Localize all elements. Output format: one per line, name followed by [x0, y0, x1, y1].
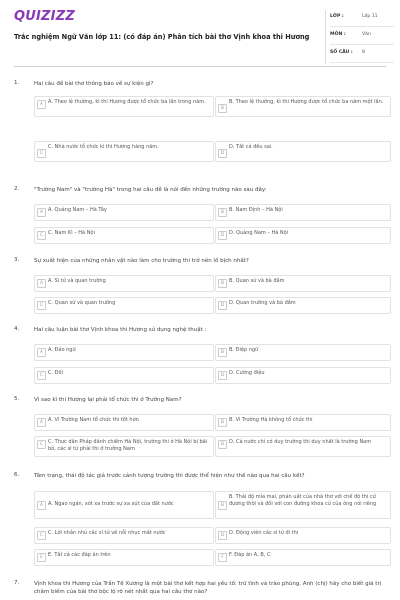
option-c[interactable] [34, 367, 214, 384]
option-letter: D [218, 440, 227, 449]
page-title: Trắc nghiệm Ngữ Văn lớp 11: (có đáp án) Phân tích bài thơ Vịnh khoa thi Hương [14, 33, 310, 41]
option-b[interactable] [215, 344, 391, 361]
option-letter: D [218, 301, 227, 310]
option-letter: D [218, 531, 227, 540]
option-a[interactable] [34, 491, 214, 519]
option-letter: D [218, 231, 227, 240]
option-letter: B [218, 348, 227, 357]
option-letter: E [37, 553, 46, 562]
quizizz-logo: QUIZIZZ [14, 9, 75, 24]
option-letter: A [37, 100, 46, 109]
option-e[interactable] [34, 549, 214, 566]
option-letter: D [218, 371, 227, 380]
question-number: 4. [14, 326, 20, 332]
count-value: 8 [362, 50, 365, 55]
question-text: Tâm trạng, thái độ tác giả trước cảnh tượng trường thi được thể hiện như thế nào qua hai câu kết? [34, 473, 305, 479]
option-d[interactable] [215, 367, 391, 384]
question-text: Vịnh khoa thi Hương của Trần Tế Xương là một bài thơ kết hợp hai yếu tố: trữ tình và trào phúng. Anh (chị) hãy cho biết giá trị châm biếm của bài thơ bộc lộ rõ nét nhất qua hai câu thơ nào? [34, 581, 382, 595]
option-letter: A [37, 208, 46, 217]
subject-value: Văn [362, 32, 371, 37]
option-letter: B [218, 104, 227, 113]
class-row [330, 10, 394, 27]
option-text: C. Thực dân Pháp đánh chiếm Hà Nội, trường thi ở Hà Nội bị bãi bỏ, các sĩ tử phải thi ở trường Nam [48, 439, 208, 452]
question-number: 6. [14, 472, 20, 478]
option-c[interactable] [34, 436, 214, 457]
header-divider [14, 66, 386, 67]
option-d[interactable] [215, 141, 391, 162]
option-letter: C [37, 231, 46, 240]
option-d[interactable] [215, 527, 391, 544]
option-b[interactable] [215, 275, 391, 292]
option-letter: D [218, 149, 227, 158]
option-letter: B [218, 501, 227, 510]
question-number: 1. [14, 80, 20, 86]
option-text: C. Nam Kì – Hà Nội [48, 230, 95, 236]
option-letter: A [37, 418, 46, 427]
question-text: Hai câu đề bài thơ thông báo về sự kiện gì? [34, 81, 154, 87]
option-letter: A [37, 279, 46, 288]
option-b[interactable] [215, 414, 391, 431]
option-c[interactable] [34, 227, 214, 244]
option-letter: B [218, 279, 227, 288]
option-c[interactable] [34, 297, 214, 314]
question-text: Hai câu luận bài thơ Vịnh khoa thi Hương sử dụng nghệ thuật : [34, 327, 207, 333]
option-text: C. Lời nhắn nhủ các sĩ tử về nỗi nhục mất nước [48, 530, 166, 536]
option-text: A. Đảo ngữ [48, 347, 76, 353]
option-text: C. Đối [48, 370, 63, 376]
option-d[interactable] [215, 297, 391, 314]
option-text: D. Quảng Nam – Hà Nội [229, 230, 289, 236]
option-text: B. Điệp ngữ [229, 347, 259, 353]
question-number: 2. [14, 186, 20, 192]
option-text: D. Quan trường và bà đầm [229, 300, 296, 306]
option-text: D. Cường điệu [229, 370, 265, 376]
option-text: B. Thái độ mỉa mai, phản uất của nhà thơ với chế độ thi cử đương thời và đối với con đường khoa cử của ông nói riêng [229, 494, 377, 507]
option-d[interactable] [215, 227, 391, 244]
option-letter: B [218, 208, 227, 217]
count-row [330, 46, 394, 63]
question-number: 5. [14, 396, 20, 402]
option-text: A. Quảng Nam – Hà Tây [48, 207, 107, 213]
question-text: "Trường Nam" và "trường Hà" trong hai câu đề là nói đến những trường nào sau đây: [34, 187, 267, 193]
option-letter: A [37, 501, 46, 510]
subject-label: MÔN : [330, 32, 346, 37]
option-d[interactable] [215, 436, 391, 457]
option-text: B. Quan sứ và bà đầm [229, 278, 285, 284]
option-text: A. Theo lệ thường, kì thi Hương được tổ chức ba lần trong năm. [48, 99, 206, 105]
option-text: F. Đáp án A, B, C [229, 552, 271, 558]
option-letter: C [37, 149, 46, 158]
option-c[interactable] [34, 527, 214, 544]
option-letter: B [218, 418, 227, 427]
option-letter: C [37, 440, 46, 449]
option-letter: C [37, 371, 46, 380]
option-letter: C [37, 531, 46, 540]
option-b[interactable] [215, 96, 391, 117]
option-text: D. Động viên các sĩ tử đi thi [229, 530, 299, 536]
option-text: A. Sĩ tử và quan trường [48, 278, 106, 284]
count-label: SỐ CÂU : [330, 50, 353, 55]
option-text: D. Cả nước chỉ có duy trường thi duy nhất là trường Nam [229, 439, 372, 445]
option-text: A. Vì Trường Nam tổ chức thi tốt hơn [48, 417, 139, 423]
option-f[interactable] [215, 549, 391, 566]
option-text: D. Tất cả đều sai. [229, 144, 273, 150]
option-a[interactable] [34, 96, 214, 117]
option-a[interactable] [34, 344, 214, 361]
class-label: LỚP : [330, 14, 344, 19]
subject-row [330, 28, 394, 45]
option-a[interactable] [34, 275, 214, 292]
option-c[interactable] [34, 141, 214, 162]
option-text: B. Theo lệ thường, kì thi Hương được tổ chức ba năm một lần. [229, 99, 384, 105]
class-value: Lớp 11 [362, 14, 378, 19]
option-letter: C [37, 301, 46, 310]
option-a[interactable] [34, 414, 214, 431]
option-text: C. Nhà nước tổ chức kì thi Hương hàng năm. [48, 144, 159, 150]
header [0, 0, 400, 66]
option-text: B. Nam Định – Hà Nội [229, 207, 283, 213]
option-text: A. Ngao ngán, xót xa trước sự xa xút của đất nước [48, 501, 174, 507]
option-text: E. Tất cả các đáp án trên [48, 552, 111, 558]
question-text: Vì sao kì thi Hương lại phải tổ chức thi ở Trường Nam? [34, 397, 182, 403]
worksheet-meta [325, 10, 394, 64]
option-text: B. Vì Trường Hà không tổ chức thi [229, 417, 313, 423]
question-number: 7. [14, 580, 20, 586]
option-a[interactable] [34, 204, 214, 221]
question-number: 3. [14, 257, 20, 263]
question-text: Sự xuất hiện của những nhân vật nào làm cho trường thi trở nên lố bịch nhất? [34, 258, 249, 264]
option-letter: F [218, 553, 227, 562]
option-letter: A [37, 348, 46, 357]
option-text: C. Quan sứ và quan trường [48, 300, 116, 306]
option-b[interactable] [215, 204, 391, 221]
option-b[interactable] [215, 491, 391, 519]
